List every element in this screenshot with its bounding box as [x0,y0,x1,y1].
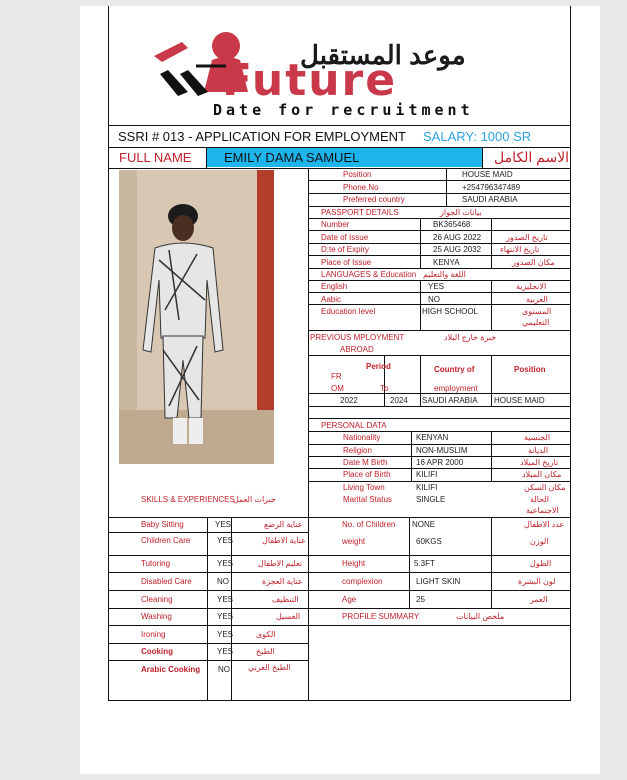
exp-country: SAUDI ARABIA [422,396,478,405]
religion-label: Religion [343,446,372,455]
children-value: NONE [412,520,436,529]
skill-label-ar: الطبخ [256,647,275,656]
skills-title: SKILLS & EXPERIENCES [141,495,235,504]
skill-value: YES [217,630,234,639]
issue-label-ar: تاريخ الصدور [506,233,548,242]
country-value: SAUDI ARABIA [462,195,518,204]
position-label: Position [343,170,372,179]
nationality-label-ar: الجنسية [524,433,551,442]
phone-label: Phone.No [343,183,379,192]
arabic-value: NO [428,295,440,304]
marital-label-ar-2: الاجتماعية [526,506,559,515]
marital-label: Marital Status [343,495,392,504]
skill-value: NO [217,577,229,586]
skill-label-ar: عناية الرضع [264,520,303,529]
education-label-ar-2: التعليمي [522,318,550,327]
full-name-label: FULL NAME [119,150,192,165]
position-value: HOUSE MAID [462,170,513,179]
skill-value: YES [217,595,234,604]
phone-value: +254796347489 [462,183,521,192]
applicant-photo [119,170,274,464]
profile-summary-label: PROFILE SUMMARY [342,612,420,621]
education-label: Education level [321,307,376,316]
dob-value: 16 APR 2000 [416,458,464,467]
skill-label: Washing [141,612,172,621]
place-issue-label-ar: مكان الصدور [512,258,555,267]
arabic-label-ar: العربية [526,295,548,304]
exp-from: 2022 [340,396,358,405]
living-label-ar: مكان السكن [524,483,566,492]
dob-label-ar: تاريخ الميلاد [520,458,559,467]
expiry-label-ar: تاريخ الانتهاء [500,245,540,254]
dob-label: Date M Birth [343,458,388,467]
exp-position: HOUSE MAID [494,396,545,405]
height-label-ar: الطول [530,559,552,568]
profile-summary-label-ar: ملخص البيانات [456,612,505,621]
from-header-2: OM [331,384,344,393]
children-label: No. of Children [342,520,396,529]
skill-label: Disabled Care [141,577,192,586]
english-label-ar: الانجليزية [516,282,547,291]
pob-value: KILIFI [416,470,438,479]
country-label: Preferred country [343,195,405,204]
living-value: KILIFI [416,483,438,492]
complexion-value: LIGHT SKIN [416,577,461,586]
skill-label-ar: التنظيف [272,595,299,604]
skill-value: YES [217,536,234,545]
nationality-label: Nationality [343,433,381,442]
full-name-label-ar: الاسم الكامل [494,149,570,165]
skill-label: Arabic Cooking [141,665,201,674]
religion-label-ar: الديانة [528,446,549,455]
logo-english: Future [222,55,398,106]
to-header: To [380,384,389,393]
from-header-1: FR [331,372,342,381]
languages-title: LANGUAGES & Education [321,270,417,279]
skill-label-ar: الكوى [256,630,276,639]
nationality-value: KENYAN [416,433,449,442]
weight-value: 60KGS [416,537,442,546]
weight-label: weight [342,537,366,546]
place-issue-label: Place of Issue [321,258,372,267]
living-label: Living Town [343,483,385,492]
weight-label-ar: الوزن [530,537,549,546]
place-issue-value: KENYA [433,258,460,267]
age-label-ar: العمر [530,595,548,604]
skill-value: YES [215,520,232,529]
passport-title: PASSPORT DETAILS [321,208,399,217]
skill-value: NO [218,665,230,674]
expiry-value: 25 AUG 2032 [433,245,482,254]
skill-label: Cooking [141,647,173,656]
expiry-label: D:te of Expiry [321,245,370,254]
children-label-ar: عدد الاطفال [524,520,565,529]
logo-arabic: موعد المستقبل [300,40,466,70]
position-header: Position [514,365,546,374]
english-label: English [321,282,348,291]
personal-title: PERSONAL DATA [321,421,387,430]
height-label: Height [342,559,366,568]
skill-label: Tutoring [141,559,171,568]
skill-value: YES [217,647,234,656]
languages-title-ar: اللغة والتعليم [423,270,466,279]
age-label: Age [342,595,357,604]
passport-number: BK365468 [433,220,471,229]
skill-label-ar: عناية العجزة [262,577,303,586]
form-title: SSRI # 013 - APPLICATION FOR EMPLOYMENT [118,129,406,144]
issue-label: Date of Issue [321,233,369,242]
pob-label: Place of Birth [343,470,391,479]
skill-label: Ironing [141,630,166,639]
education-label-ar-1: المستوى [522,307,552,316]
experience-title: PREVIOUS MPLOYMENT [310,333,405,342]
height-value: 5.3FT [414,559,435,568]
salary: SALARY: 1000 SR [423,129,532,144]
skill-label: Baby Sitting [141,520,184,529]
education-value: HIGH SCHOOL [422,307,479,316]
skill-label: Children Care [141,536,191,545]
pob-label-ar: مكان الميلاد [522,470,562,479]
marital-label-ar-1: الحالة [530,495,549,504]
marital-value: SINGLE [416,495,446,504]
skills-title-ar: خبرات العمل [233,495,276,504]
period-header: Period [366,362,391,371]
country-header-2: employment [434,384,478,393]
logo-tagline: Date for recruitment [213,101,474,119]
skill-label-ar: تعليم الاطفال [258,559,303,568]
age-value: 25 [416,595,425,604]
complexion-label: complexion [342,577,383,586]
passport-title-ar: بيانات الجواز [440,208,482,217]
skill-label-ar: الغسيل [276,612,301,621]
complexion-label-ar: لون البشرة [518,577,556,586]
arabic-label: Aabic [321,295,342,304]
experience-title-ar: خبرة خارج البلاد [444,333,497,342]
country-header-1: Country of [434,365,475,374]
exp-to: 2024 [390,396,408,405]
skill-value: YES [217,559,234,568]
experience-title-2: ABROAD [340,345,374,354]
english-value: YES [428,282,445,291]
skill-label: Cleaning [141,595,173,604]
skill-value: YES [217,612,234,621]
issue-value: 26 AUG 2022 [433,233,482,242]
skill-label-ar: عناية الاطفال [262,536,306,545]
full-name-value: EMILY DAMA SAMUEL [224,150,360,165]
passport-number-label: Number [321,220,350,229]
skill-label-ar: الطبخ العربي [248,663,291,672]
religion-value: NON-MUSLIM [416,446,468,455]
